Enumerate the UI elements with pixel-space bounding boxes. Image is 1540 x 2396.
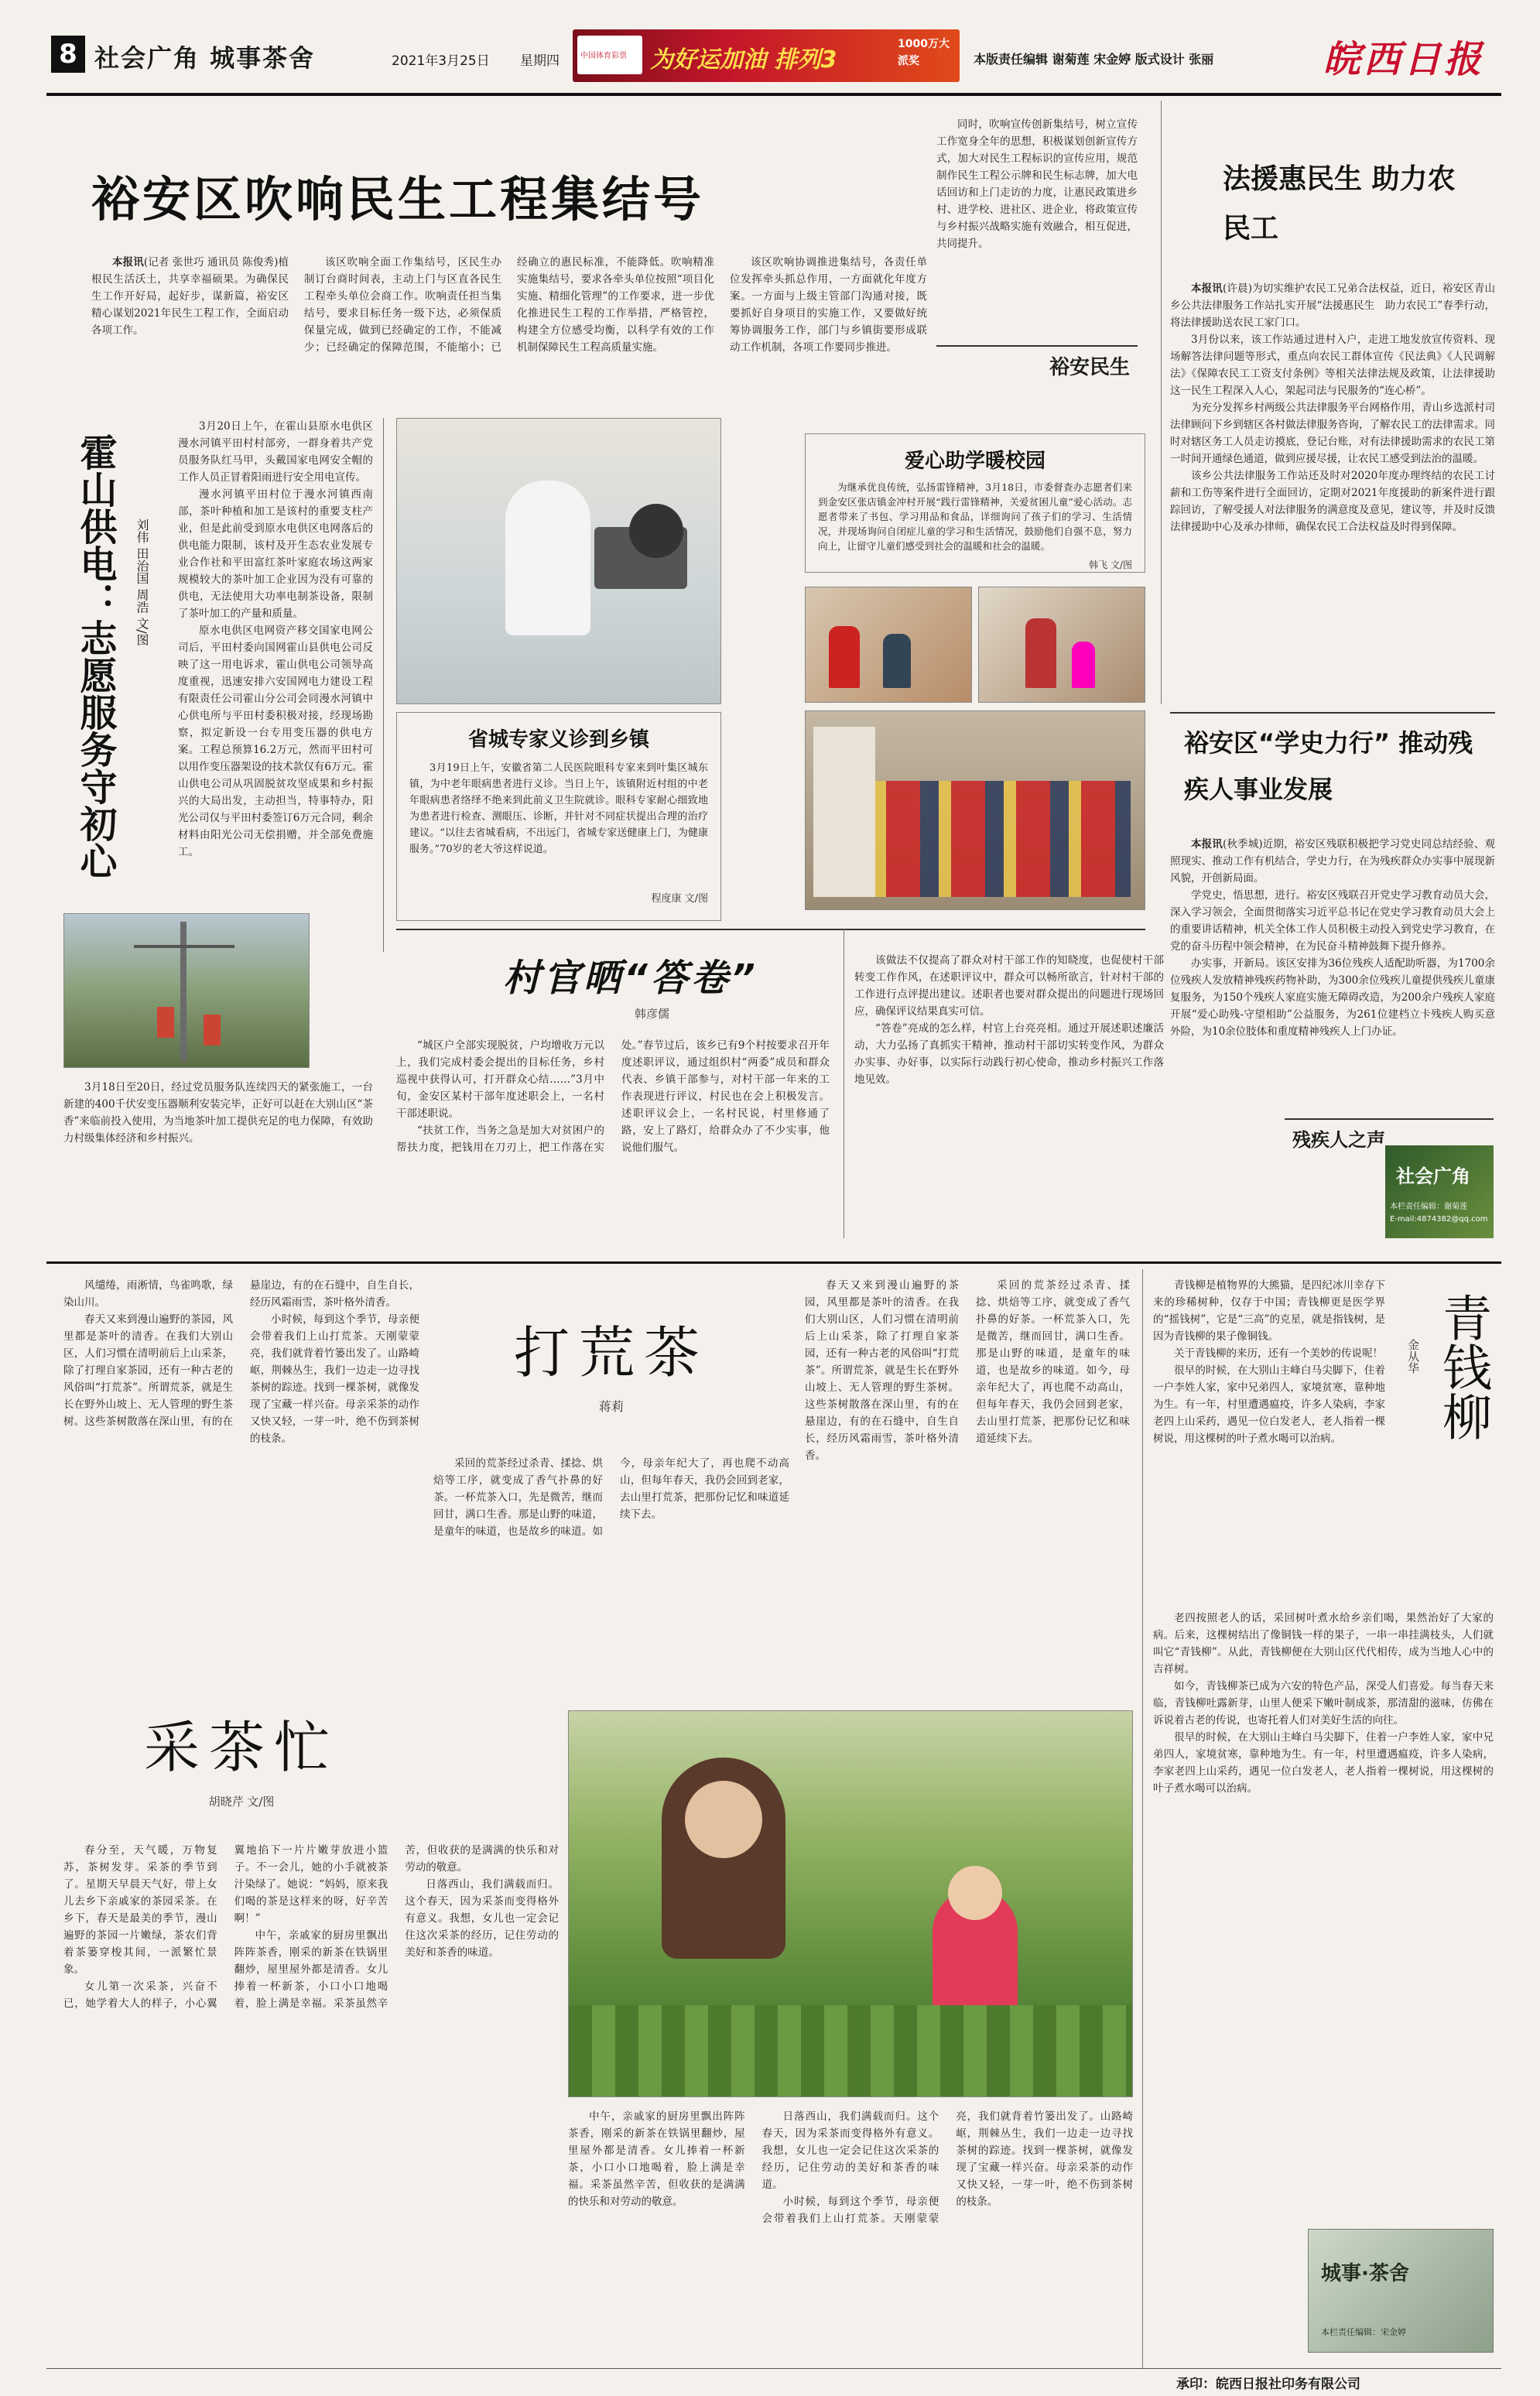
story1-lead: (记者 张世巧 通讯员 陈俊秀)植根民生活沃土，共享幸福硕果。为确保民生工作开好局，起好步，谋新篇，裕安区精心谋划2021年民生工程工作，全面启动各项工作。 [91,256,289,337]
story7-body-left [396,1037,830,1231]
story3-p2: 办实事，开新局。该区安排为36位残疾人适配助听器，为1700余位残疾人发放精神残疾药物补助，为300余位残疾儿童提供残疾儿童康复服务，为150个残疾人家庭实施无障碍改造，为200余户残疾人家庭开展“爱心助残-守望相助”公益服务，为261位建档立卡残疾人购买意外险，为10余位肢体和重度精神残疾人上门办证。 [1170,957,1495,1038]
story9-text4-cont: 日落西山，我们满载而归。这个春天，因为采茶而变得格外有意义。我想，女儿也一定会记住这次采茶的经历，记住劳动的美好和茶香的味道。 [761,2110,939,2191]
story8-text2-cont: 春天又来到漫山遍野的茶园，风里都是茶叶的清香。在我们大别山区，人们习惯在清明前后上山采茶，除了打理自家茶园，还有一种古老的风俗叫“打荒茶”。所谓荒茶，就是生长在野外山坡上、无人管理的野生茶树。这些茶树散落在深山里，有的在悬崖边，有的在石缝中，自生自长，经历风霜雨雪，茶叶格外清香。 [805,1279,959,1462]
story8-title: 打荒茶 [513,1320,709,1385]
column-disabled-label: 残疾人之声 [1292,1129,1385,1151]
section-title: 社会广角 城事茶舍 [94,43,316,73]
story8-byline: 蒋莉 [598,1399,624,1414]
story10-text1: 青钱柳是植物界的大熊猫，是四纪冰川幸存下来的珍稀树种，仅存于中国；青钱柳更是医学界的“摇钱树”，它是“三高”的克星，就是指钱树，是因为青钱柳的果子像铜钱。 [1153,1279,1385,1343]
story2-lead-tag: 本报讯 [1191,282,1223,295]
story4-photo-power-workers [63,913,310,1068]
story9-text3-cont: 中午，亲戚家的厨房里飘出阵阵茶香，刚采的新茶在铁锅里翻炒，屋里屋外都是清香。女儿捧着一杯新茶，小口小口地喝着，脸上满是幸福。采茶虽然辛苦，但收获的是满满的快乐和对劳动的敬意。 [568,2110,745,2208]
story2-p1: 3月份以来，该工作站通过进村入户，走进工地发放宣传资料、现场解答法律问题等形式，重点向农民工群体宣传《民法典》《人民调解法》《保障农民工工资支付条例》等相关法律法规及政策，让法律援助这一民生工程深入人心，架起司法与民服务的“连心桥”。 [1170,334,1495,397]
story4-byline-text: 刘伟 田治国 周浩 文/图 [135,519,149,646]
story5-box [805,433,1145,573]
story7-p1: “城区户全部实现脱贫，户均增收万元以上，我们完成村委会提出的目标任务，乡村巡视中获得认可，打开群众心结……”3月中旬，金安区某村干部年度述职会上，一名村干部述职说。 [396,1039,604,1120]
story9-text4: 日落西山，我们满载而归。这个春天，因为采茶而变得格外有意义。我想，女儿也一定会记住这次采茶的经历，记住劳动的美好和茶香的味道。 [405,1878,559,1959]
story9-byline: 胡晓芹 文/图 [208,1795,275,1809]
story4-title: 霍山供电：志愿服务守初心 [74,433,117,879]
story9-text1: 春分至，天气暖，万物复苏，茶树发芽。采茶的季节到了。星期天早晨天气好，带上女儿去乡下亲戚家的茶园采茶。在乡下，春天是最美的季节，漫山遍野的茶园一片嫩绿，茶农们背着茶篓穿梭其间，一派繁忙景象。 [63,1844,217,1976]
story10-byline-text: 金从华 [1406,1339,1420,1374]
story8-text1: 风缱绻，雨淅情，鸟雀鸣歌，绿染山川。 [63,1279,233,1309]
footer-rule [46,2368,1501,2369]
story3-title: 裕安区“学史力行” 推动残疾人事业发展 [1184,728,1473,804]
story10-byline [1402,1339,1421,1463]
lottery-logo [577,36,642,74]
story2-divider [1161,101,1162,704]
story10-body-top [1153,1277,1385,1602]
lottery-prize: 1000万大派奖 [898,38,950,67]
story8-text2: 春天又来到漫山遍野的茶园，风里都是茶叶的清香。在我们大别山区，人们习惯在清明前后上山采茶，除了打理自家茶园，还有一种古老的风俗叫“打荒茶”。所谓荒茶，就是生长在野外山坡上、无人管理的野生茶树。这些茶树散落在深山里，有的在悬崖边，有的在石缝中，自生自长，经历风霜雨雪，茶叶格外清香。 [63,1279,419,1428]
story10-left-divider [1142,1269,1143,2368]
story7-top-rule [396,929,1145,930]
story2-lead: (许晨)为切实维护农民工兄弟合法权益，近日，裕安区青山乡公共法律服务工作站扎实开展“法援惠民生 助力农民工”春季行动，将法律援助送农民工家门口。 [1170,282,1495,329]
story2-body [1170,280,1495,714]
lottery-ad [573,29,960,82]
page-number: 8 [51,36,85,73]
story6-photo-eye-exam [396,418,721,704]
story2-p2: 为充分发挥乡村两级公共法律服务平台网格作用，青山乡选派村司法律顾问下乡到辖区各村做法律服务咨询，了解农民工的法律需求。同时对辖区务工人员走访摸底，登记台账，对有法律援助需求的农民工第一时间开通绿色通道，做到应援尽援，让农民工感受到法治的温暖。 [1170,402,1495,465]
story7-byline: 韩彦儒 [635,1007,670,1021]
story6-box-title: 省城专家义诊到乡镇 [467,728,649,751]
story2-title: 法援惠民生 助力农民工 [1223,163,1456,245]
story8-col3 [805,1277,1130,1703]
story10-text4: 老四按照老人的话，采回树叶煮水给乡亲们喝，果然治好了大家的病。后来，这棵树结出了像铜钱一样的果子，一串一串挂满枝头，人们就叫它“青钱柳”。从此，青钱柳便在大别山区代代相传，成为当地人心中的吉祥树。 [1153,1612,1494,1675]
story5-credit: 韩飞 文/图 [1089,560,1132,570]
story4-p2: 漫水河镇平田村位于漫水河镇西南部，茶叶种植和加工是该村的重要支柱产业，但是此前受到原水电供区电网落后的供电能力限制，该村及开生态农业发展专业合作社和平田富红茶叶家庭农场这两家规模较大的茶叶加工企业因为没有可靠的供电，无法使用大功率电制茶设备，限制了茶叶加工的产量和质量。 [178,488,373,620]
lottery-slogan: 为好运加油 排列3 [650,46,837,74]
teahouse-label: 城事·茶舍 [1321,2262,1409,2285]
story6-box [396,712,721,921]
masthead [46,29,1501,91]
story4-p3: 原水电供区电网资产移交国家电网公司后，平田村委向国网霍山县供电公司反映了这一用电诉求，霍山供电公司领导高度重视，迅速安排六安国网电力建设工程有限责任公司霍山分公司会同漫水河镇中心供电所与平田村委积极对接，经现场勘察，拟定新设一台专用变压器的供电方案。工程总预算16.2万元，然而平田村可以用作变压器架设的技术款仅有6万元。霍山供电公司从巩固脱贫攻坚成果和乡村振兴的大局出发，主动担当，特事特办，阳光公司仅与平田村委签订6万元合同，剩余材料由阳光公司无偿捐赠，并全部免费施工。 [178,625,373,858]
social-editor: 本栏责任编辑：谢菊莲 [1390,1203,1467,1211]
column-yuan-banner [936,345,1138,379]
story2-p3: 该乡公共法律服务工作站还及时对2020年度办理终结的农民工讨薪和工伤等案件进行全面回访，定期对2021年度援助的新案件进行跟踪回访，了解受援人对法律服务的满意度及意见，建议等，并及时反馈法律援助中心及承办律师，确保农民工合法权益及时得到保障。 [1170,470,1495,533]
story3-p1: 学党史，悟思想，进行。裕安区残联召开党史学习教育动员大会，深入学习领会，全面贯彻落实习近平总书记在党史学习教育动员大会上的重要讲话精神，机关全体工作人员积极主动投入到党史学习教育，在党的奋斗历程中领会精神，在为民奋斗精神鼓舞下提升修养。 [1170,889,1495,953]
story1-lead-tag: 本报讯 [112,256,144,269]
story7-p3: 该做法不仅提高了群众对村干部工作的知晓度，也促使村干部转变工作作风，在述职评议中，群众可以畅所欲言，针对村干部的工作进行点评提出建议。述职者也要对群众提出的问题进行现场回应，确保评议结果真实可信。 [854,954,1164,1018]
story10-text3-cont: 很早的时候，在大别山主峰白马尖脚下，住着一户李姓人家，家中兄弟四人，家境贫寒，靠种地为生。有一年，村里遭遇瘟疫，许多人染病，李家老四上山采药，遇见一位白发老人，老人指着一棵树说，用这棵树的叶子煮水喝可以治病。 [1153,1731,1494,1795]
column-disabled-banner [1285,1118,1494,1149]
story10-text2: 关于青钱柳的来历，还有一个美妙的传说呢！ [1174,1347,1383,1360]
story7-title: 村官晒“答卷” [503,957,758,1000]
issue-date: 2021年3月25日 [392,53,490,69]
story3-top-rule [1170,712,1495,714]
story1-body [91,254,927,362]
story7-p4: “答卷”亮成的怎么样，村官上台亮亮相。通过开展述职述廉活动，大力弘扬了真抓实干精神，推动村干部切实转变作风，为群众办实事、办好事，以实际行动践行初心使命，推动乡村振兴工作落地见效。 [854,1022,1164,1086]
lower-section-rule [46,1261,1501,1264]
story4-body-bottom [63,1079,373,1257]
column-yuan-label: 裕安民生 [1049,356,1130,379]
story1-p1: 该区吹响全面工作集结号，区民生办制订台商时间表，主动上门与区直各民生工程牵头单位会商工作。吹响责任担当集结号，要求目标任务一级下达，必须保质保量完成，做到已经确定的工作，不能减少；已经确定的保障范围，不能缩小；已经确立的惠民标准，不能降低。吹响精准实施集结号，要求各牵头单位按照“项目化实施、精细化管理”的工作要求，进一步优化推进民生工程的工作举措，严格管控，构建全方位感受均衡，以科学有效的工作机制保障民生工程高质量实施。 [304,256,714,354]
lottery-brand: 中国体育彩票 [580,52,627,60]
story8-text4-cont: 采回的荒茶经过杀青、揉捻、烘焙等工序，就变成了香气扑鼻的好茶。一杯荒茶入口，先是微苦，继而回甘，满口生香。那是山野的味道，是童年的味道，也是故乡的味道。如今，母亲年纪大了，再也爬不动高山，但每年春天，我仍会回到老家，去山里打荒茶，把那份记忆和味道延续下去。 [976,1279,1130,1445]
story9-text2: 女儿第一次采茶，兴奋不已，她学着大人的样子，小心翼翼地掐下一片片嫩芽放进小篮子。不一会儿，她的小手就被茶汁染绿了。她说：“妈妈，原来我们喝的茶是这样来的呀，好辛苦啊！” [63,1844,388,2010]
story8-text3-cont: 小时候，每到这个季节，母亲便会带着我们上山打荒茶。天刚蒙蒙亮，我们就背着竹篓出发了。山路崎岖，荆棘丛生，我们一边走一边寻找茶树的踪迹。找到一棵茶树，就像发现了宝藏一样兴奋。母亲采茶的动作又快又轻，一芽一叶，绝不伤到茶树的枝条。 [761,2110,1133,2225]
story3-headline [1184,720,1494,813]
story5-text: 为继承优良传统，弘扬雷锋精神，3月18日，市委督查办志愿者们来到金安区张店镇金冲村开展“践行雷锋精神，关爱贫困儿童”爱心活动。志愿者带来了书包、学习用品和食品，详细询问了孩子们的学习、生活情况，并现场询问自闭症儿童的学习和生活情况，鼓励他们自强不息，努力向上，让留守儿童们感受到社会的温暖和社会的温暖。 [818,481,1132,552]
issue-weekday: 星期四 [520,53,560,69]
story1-p3: 同时，吹响宣传创新集结号，树立宣传工作宽身全年的思想，积极谋划创新宣传方式，加大对民生工程标识的宣传应用，规范制作民生工程公示牌和民生标志牌，加大电话回访和上门走访的力度，让惠民政策进乡村、进学校、进社区、进企业，将政策宣传与乡村振兴战略实施有效融合，相互促进，共同提升。 [936,118,1138,250]
story6-text: 3月19日上午，安徽省第二人民医院眼科专家来到叶集区城东镇，为中老年眼病患者进行义诊。当日上午，该镇附近村组的中老年眼病患者络绎不绝来到此前义卫生院就诊。眼科专家耐心细致地为患者进行检查、测眼压、诊断，并针对不同症状提出合理的治疗建议。“以往去省城看病，不出远门，省城专家送健康上门，为健康服务。”70岁的老大爷这样说道。 [409,762,708,855]
story4-byline [130,519,153,751]
story10-headline [1432,1292,1494,1617]
story9-title: 采茶忙 [143,1715,339,1780]
story1-headline: 裕安区吹响民生工程集结号 [91,171,705,228]
story5-photo-3 [805,710,1145,910]
story7-headline [503,948,758,1001]
story10-body-bottom [1153,1610,1494,2283]
story4-p1: 3月20日上午，在霍山县原水电供区漫水河镇平田村村部旁，一群身着共产党员服务队红马甲，头戴国家电网安全帽的工作人员正冒着阳雨进行安全用电宣传。 [178,420,373,484]
footer-printer: 承印：皖西日报社印务有限公司 [1176,2377,1360,2392]
social-column-badge [1385,1145,1494,1238]
story1-p2: 该区吹响协调推进集结号，各责任单位发挥牵头抓总作用，一方面就化年度方案。一方面与上级主管部门沟通对接，既要抓好自身项目的实施工作，又要做好统筹协调服务工作，部门与乡镇街要形成联动工作机制，各项工作要同步推进。 [730,256,927,354]
story6-credit: 程度康 文/图 [651,893,708,905]
story3-lead: (秋季城)近期，裕安区残联积极把学习党史同总结经验、观照现实、推动工作有机结合，学史力行，在为残疾群众办实事中展现新风貌，开创新局面。 [1170,838,1495,885]
story10-title: 青钱柳 [1434,1292,1491,1441]
story3-lead-tag: 本报讯 [1191,838,1223,851]
story10-text3: 很早的时候，在大别山主峰白马尖脚下，住着一户李姓人家，家中兄弟四人，家境贫寒，靠种地为生。有一年，村里遭遇瘟疫，许多人染病，李家老四上山采药，遇见一位白发老人，老人指着一棵树说，用这棵树的叶子煮水喝可以治病。 [1153,1364,1385,1445]
story5-photo-1 [805,587,972,703]
paper-logo: 皖西日报 [1323,38,1485,81]
social-column-label: 社会广角 [1396,1165,1470,1187]
story4-body [178,418,373,913]
story9-text3: 中午，亲戚家的厨房里飘出阵阵茶香，刚采的新茶在铁锅里翻炒，屋里屋外都是清香。女儿捧着一杯新茶，小口小口地喝着，脸上满是幸福。采茶虽然辛苦，但收获的是满满的快乐和对劳动的敬意。 [234,1844,559,2010]
story9-body-right [568,2108,1133,2368]
story7-p2: “扶贫工作，当务之急是加大对贫困户的帮扶力度，把钱用在刀刃上，把工作落在实处。”春节过后，该乡已有9个村按要求召开年度述职评议，通过组织村“两委”成员和群众代表、乡镇干部参与，对村干部一年来的工作表现进行评议，村民也在会上积极发言。述职评议会上，一名村民说，村里修通了路，安上了路灯，给群众办了不少实事，他说他们服气。 [396,1039,830,1154]
story9-body [63,1842,559,2368]
story4-right-divider [383,418,384,952]
story1-body-right [936,116,1138,364]
social-email: E-mail:4874382@qq.com [1390,1215,1488,1224]
story5-box-title: 爱心助学暖校园 [904,450,1045,473]
masthead-rule [46,93,1501,96]
story9-photo-tea-picking [568,1710,1133,2097]
story2-headline [1223,155,1478,254]
teahouse-editor: 本栏责任编辑：宋金婷 [1321,2327,1406,2337]
story8-headline-box [433,1285,789,1447]
editors-line: 本版责任编辑 谢菊莲 宋金婷 版式设计 张丽 [974,52,1214,67]
story5-photo-2 [978,587,1145,703]
story4-p4: 3月18日至20日，经过党员服务队连续四天的紧张施工，一台新建的400千伏安变压器顺利安装完毕，正好可以赶在大别山区“茶香”来临前投入使用，为当地茶叶加工提供充足的电力保障，有效助力村级集体经济和乡村振兴。 [63,1081,373,1145]
teahouse-column-badge [1308,2229,1494,2353]
story8-text4: 采回的荒茶经过杀青、揉捻、烘焙等工序，就变成了香气扑鼻的好茶。一杯荒茶入口，先是微苦，继而回甘，满口生香。那是山野的味道，是童年的味道，也是故乡的味道。如今，母亲年纪大了，再也爬不动高山，但每年春天，我仍会回到老家，去山里打荒茶，把那份记忆和味道延续下去。 [433,1457,789,1538]
story9-headline-box [63,1672,419,1834]
story7-body-right [854,952,1164,1238]
story10-text5: 如今，青钱柳茶已成为六安的特色产品，深受人们喜爱。每当春天来临，青钱柳吐露新芽，山里人便采下嫩叶制成茶，那清甜的滋味，仿佛在诉说着古老的传说，也寄托着人们对美好生活的向往。 [1153,1680,1494,1727]
story4-headline [63,433,118,898]
story8-text3: 小时候，每到这个季节，母亲便会带着我们上山打荒茶。天刚蒙蒙亮，我们就背着竹篓出发了。山路崎岖，荆棘丛生，我们一边走一边寻找茶树的踪迹。找到一棵茶树，就像发现了宝藏一样兴奋。母亲采茶的动作又快又轻，一芽一叶，绝不伤到茶树的枝条。 [250,1313,419,1445]
